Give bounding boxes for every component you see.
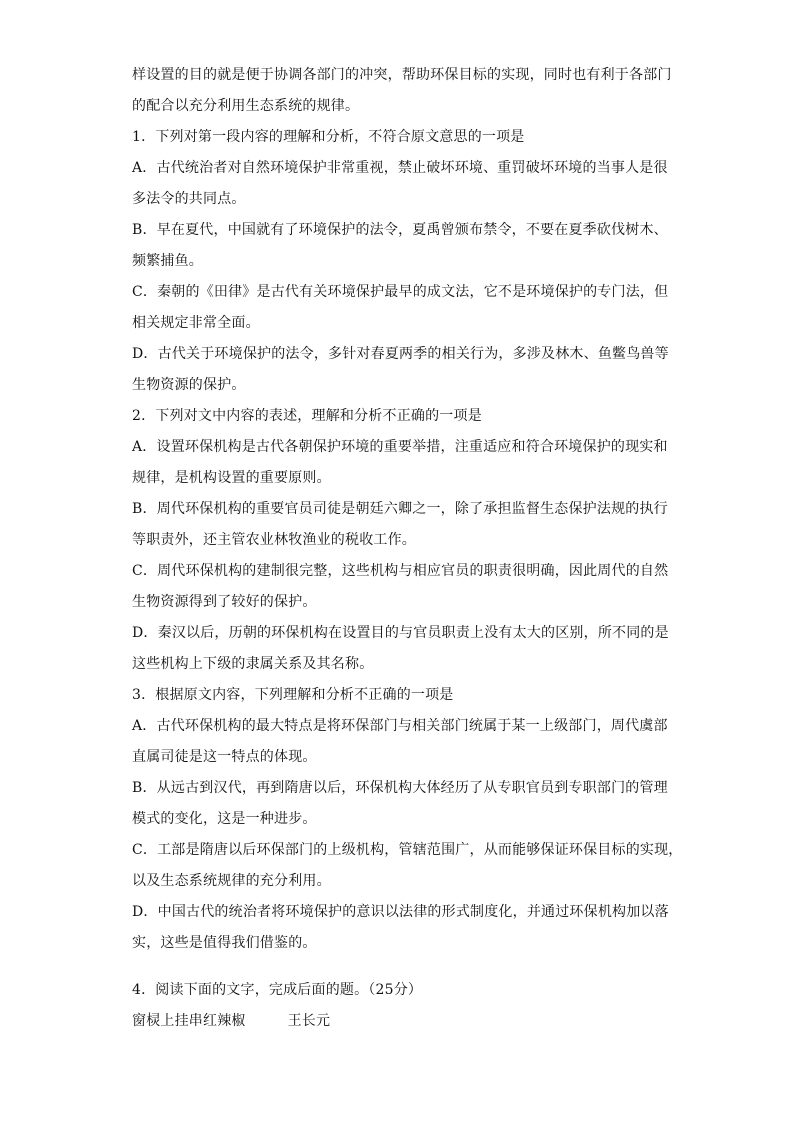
story-title-row xyxy=(132,1006,672,1037)
story-title: 窗棂上挂串红辣椒 xyxy=(132,1013,246,1029)
q2-option-a-line-1: A．设置环保机构是古代各朝保护环境的重要举措，注重适应和符合环境保护的现实和 xyxy=(132,439,668,455)
q3-option-c-line-2: 以及生态系统规律的充分利用。 xyxy=(132,873,331,889)
q3-option-d-line-1: D．中国古代的统治者将环境保护的意识以法律的形式制度化，并通过环保机构加以落 xyxy=(132,904,669,920)
q1-option-c-line-2: 相关规定非常全面。 xyxy=(132,315,260,331)
q2-option-d-line-1: D．秦汉以后，历朝的环保机构在设置目的与官员职责上没有太大的区别，所不同的是 xyxy=(132,625,669,641)
q2-option-d-line-2: 这些机构上下级的隶属关系及其名称。 xyxy=(132,656,374,672)
question-3-stem: 3．根据原文内容，下列理解和分析不正确的一项是 xyxy=(132,687,454,703)
q1-option-a-line-1: A．古代统治者对自然环境保护非常重视，禁止破坏环境、重罚破坏环境的当事人是很 xyxy=(132,160,668,176)
intro-line-2: 的配合以充分利用生态系统的规律。 xyxy=(132,98,360,114)
story-author: 王长元 xyxy=(287,1013,331,1029)
question-2-stem: 2．下列对文中内容的表述，理解和分析不正确的一项是 xyxy=(132,408,482,424)
q2-option-a-line-2: 规律，是机构设置的重要原则。 xyxy=(132,470,331,486)
q3-option-c-line-1: C．工部是隋唐以后环保部门的上级机构，管辖范围广，从而能够保证环保目标的实现， xyxy=(132,842,683,858)
q3-option-a-line-2: 直属司徒是这一特点的体现。 xyxy=(132,749,317,765)
q3-option-b-line-1: B．从远古到汉代，再到隋唐以后，环保机构大体经历了从专职官员到专职部门的管理 xyxy=(132,780,668,796)
q3-option-d-line-2: 实，这些是值得我们借鉴的。 xyxy=(132,935,317,951)
q2-option-b-line-1: B．周代环保机构的重要官员司徒是朝廷六卿之一，除了承担监督生态保护法规的执行 xyxy=(132,501,668,517)
q3-option-b-line-2: 模式的变化，这是一种进步。 xyxy=(132,811,317,827)
document-page xyxy=(132,60,683,1037)
q2-option-c-line-1: C．周代环保机构的建制很完整，这些机构与相应官员的职责很明确，因此周代的自然 xyxy=(132,563,669,579)
section-gap xyxy=(132,959,672,975)
q1-option-b-line-2: 频繁捕鱼。 xyxy=(132,253,203,269)
q2-option-b-line-2: 等职责外，还主管农业林牧渔业的税收工作。 xyxy=(132,532,416,548)
q3-option-a-line-1: A．古代环保机构的最大特点是将环保部门与相关部门统属于某一上级部门，周代虞部 xyxy=(132,718,668,734)
q1-option-c-line-1: C．秦朝的《田律》是古代有关环境保护最早的成文法，它不是环境保护的专门法，但 xyxy=(132,284,669,300)
q1-option-a-line-2: 多法令的共同点。 xyxy=(132,191,246,207)
question-4-stem: 4．阅读下面的文字，完成后面的题。（25分） xyxy=(132,982,423,998)
q1-option-b-line-1: B．早在夏代，中国就有了环境保护的法令，夏禹曾颁布禁令，不要在夏季砍伐树木、 xyxy=(132,222,668,238)
q2-option-c-line-2: 生物资源得到了较好的保护。 xyxy=(132,594,317,610)
intro-line-1: 样设置的目的就是便于协调各部门的冲突，帮助环保目标的实现，同时也有利于各部门 xyxy=(132,67,672,83)
q1-option-d-line-1: D．古代关于环境保护的法令，多针对春夏两季的相关行为，多涉及林木、鱼鳖鸟兽等 xyxy=(132,346,669,362)
q1-option-d-line-2: 生物资源的保护。 xyxy=(132,377,246,393)
question-1-stem: 1．下列对第一段内容的理解和分析，不符合原文意思的一项是 xyxy=(132,129,525,145)
